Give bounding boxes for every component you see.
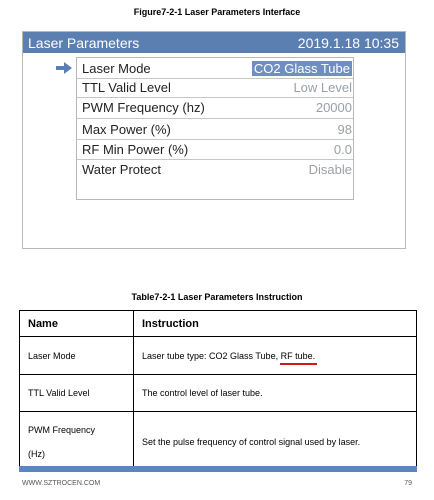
row-name-line: (Hz) <box>28 448 45 459</box>
param-row-max-power[interactable] <box>77 120 353 138</box>
row-instruction: The control level of laser tube. <box>134 375 417 412</box>
screen-title: Laser Parameters <box>28 34 140 51</box>
param-row-rf-min-power[interactable] <box>77 140 353 158</box>
param-label: Laser Mode <box>82 60 151 76</box>
param-row-ttl-valid-level[interactable] <box>77 78 353 96</box>
param-row-water-protect[interactable] <box>77 160 353 178</box>
table-row <box>20 412 417 472</box>
table-row <box>20 337 417 375</box>
param-row-pwm-frequency[interactable] <box>77 98 353 116</box>
screen-header <box>23 32 405 53</box>
param-label: RF Min Power (%) <box>82 141 189 157</box>
param-value[interactable]: Low Level <box>293 79 352 95</box>
param-label: PWM Frequency (hz) <box>82 99 205 115</box>
footer-url: WWW.SZTROCEN.COM <box>22 480 101 487</box>
header-instruction: Instruction <box>134 311 417 337</box>
instruction-text: Laser tube type: CO2 Glass Tube, <box>142 350 279 361</box>
row-instruction <box>134 337 417 375</box>
param-value[interactable]: 0.0 <box>333 141 352 157</box>
table-caption: Table7-2-1 Laser Parameters Instruction <box>131 292 303 302</box>
footer-bar <box>19 466 417 472</box>
page-number: 79 <box>404 480 412 487</box>
param-divider <box>77 118 353 119</box>
param-value[interactable]: 20000 <box>315 99 352 115</box>
param-value[interactable]: Disable <box>308 161 352 177</box>
param-row-laser-mode[interactable] <box>77 59 353 77</box>
screen-datetime: 2019.1.18 10:35 <box>297 34 399 51</box>
table-row <box>20 375 417 412</box>
param-label: Water Protect <box>82 161 161 177</box>
param-value[interactable]: CO2 Glass Tube <box>253 60 350 76</box>
row-name-line: PWM Frequency <box>28 424 96 435</box>
param-label: TTL Valid Level <box>82 79 171 95</box>
laser-parameters-screen <box>22 31 406 249</box>
parameter-list <box>76 57 354 200</box>
figure-caption: Figure7-2-1 Laser Parameters Interface <box>133 7 301 17</box>
selection-arrow-icon <box>56 62 72 74</box>
row-name: TTL Valid Level <box>20 375 134 412</box>
row-name: Laser Mode <box>20 337 134 375</box>
table-header-row <box>20 311 417 337</box>
row-name <box>20 412 134 472</box>
row-instruction: Set the pulse frequency of control signal used by laser. <box>134 412 417 472</box>
param-value[interactable]: 98 <box>337 121 352 137</box>
param-label: Max Power (%) <box>82 121 171 137</box>
header-name: Name <box>20 311 134 337</box>
instruction-table <box>19 310 417 472</box>
highlighted-text: RF tube. <box>280 350 316 361</box>
